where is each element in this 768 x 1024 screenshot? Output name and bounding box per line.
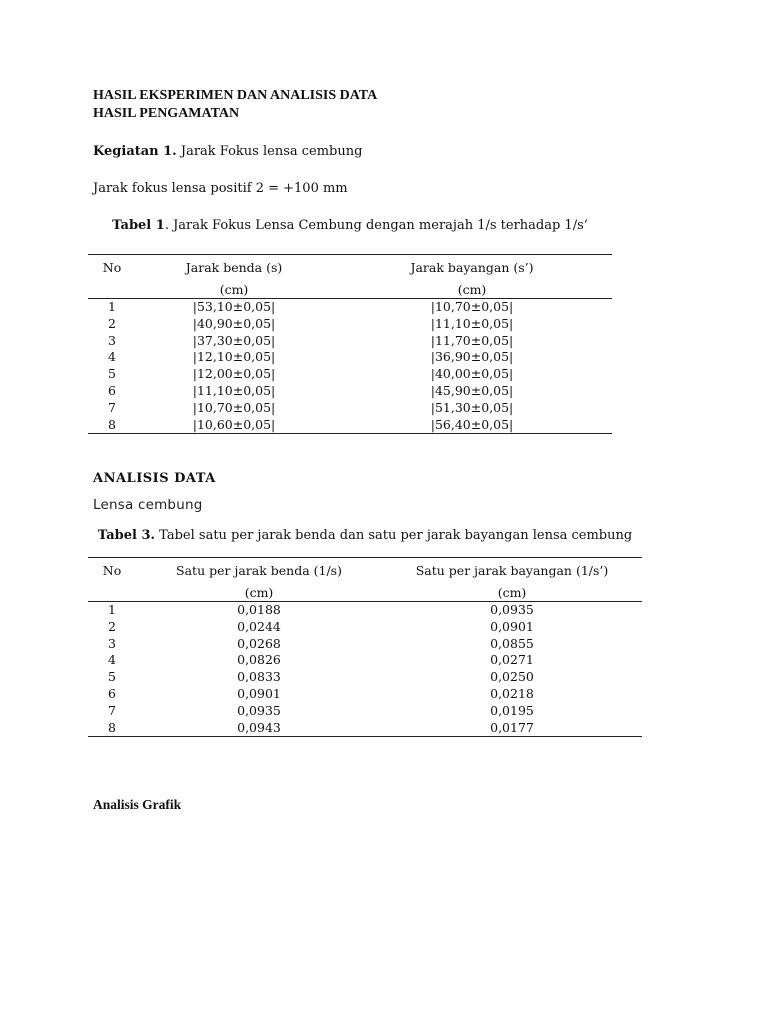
- table-row: [88, 333, 612, 350]
- table-row: [88, 366, 612, 383]
- table-cell: |10,70±0,05|: [430, 299, 514, 314]
- table3-header-no: No: [88, 558, 136, 583]
- table-cell: 2: [108, 618, 116, 634]
- table1-header-object-distance: Jarak benda (s): [136, 255, 332, 280]
- table-row: [88, 602, 642, 619]
- focal-length-text: Jarak fokus lensa positif 2 = +100 mm: [93, 181, 348, 196]
- table-cell: 5: [108, 366, 116, 382]
- table-cell: 0,0188: [237, 602, 281, 617]
- table3-unit-image: (cm): [382, 582, 642, 602]
- table-row: [88, 652, 642, 669]
- table-cell: 4: [108, 349, 116, 365]
- table-row: [88, 383, 612, 400]
- table3: [88, 557, 642, 737]
- table-cell: 0,0855: [490, 635, 534, 651]
- activity-line: [93, 143, 362, 161]
- table-cell: |36,90±0,05|: [430, 349, 514, 365]
- table-cell: |37,30±0,05|: [192, 332, 276, 348]
- table-cell: |45,90±0,05|: [430, 382, 514, 398]
- table-row: [88, 636, 642, 653]
- table1-caption: [88, 217, 612, 235]
- table1-unit-no: [88, 279, 136, 299]
- table-cell: 6: [108, 685, 116, 701]
- table1: [88, 254, 612, 434]
- table-row: [88, 316, 612, 333]
- table1-caption-text: . Jarak Fokus Lensa Cembung dengan merajah 1/s terhadap 1/s’: [164, 218, 588, 233]
- table-cell: |11,70±0,05|: [430, 332, 514, 348]
- table-cell: 7: [108, 702, 116, 718]
- table1-unit-object: (cm): [136, 279, 332, 299]
- table-row: [88, 703, 642, 720]
- table3-caption-label: Tabel 3.: [97, 528, 156, 543]
- activity-label: Kegiatan 1.: [93, 144, 177, 159]
- table-cell: |11,10±0,05|: [430, 315, 514, 331]
- table-cell: |10,70±0,05|: [192, 399, 276, 415]
- lens-subheading: Lensa cembung: [93, 497, 203, 513]
- table3-header-inverse-object: Satu per jarak benda (1/s): [136, 558, 382, 583]
- table1-caption-label: Tabel 1: [112, 218, 165, 233]
- heading-hasil-eksperimen: HASIL EKSPERIMEN DAN ANALISIS DATA: [93, 88, 378, 103]
- table-cell: |12,10±0,05|: [192, 349, 276, 365]
- table-cell: 0,0250: [490, 669, 534, 685]
- table3-caption-text: Tabel satu per jarak benda dan satu per jarak bayangan lensa cembung: [155, 528, 633, 543]
- table3-unit-no: [88, 582, 136, 602]
- table-row: [88, 299, 612, 316]
- table-cell: 3: [108, 332, 116, 348]
- table-cell: 5: [108, 669, 116, 685]
- heading-hasil-pengamatan: HASIL PENGAMATAN: [93, 106, 240, 121]
- table-cell: 0,0271: [490, 652, 534, 668]
- table-row: [88, 349, 612, 366]
- table-cell: 1: [108, 299, 116, 314]
- table-cell: |40,90±0,05|: [192, 315, 276, 331]
- table-cell: 0,0935: [237, 702, 281, 718]
- analisis-data-heading: ANALISIS DATA: [93, 471, 216, 486]
- table-cell: |12,00±0,05|: [192, 366, 276, 382]
- table-cell: 4: [108, 652, 116, 668]
- table1-header-no: No: [88, 255, 136, 280]
- table-row: [88, 400, 612, 417]
- table-row: [88, 720, 642, 737]
- table1-header-image-distance: Jarak bayangan (s’): [332, 255, 612, 280]
- table-cell: 1: [108, 602, 116, 617]
- table-cell: 0,0935: [490, 602, 534, 617]
- analisis-grafik-heading: Analisis Grafik: [93, 797, 182, 812]
- table-cell: 8: [88, 417, 136, 434]
- table-row: [88, 619, 642, 636]
- table-row: [88, 686, 642, 703]
- table-cell: 0,0177: [382, 720, 642, 737]
- table3-header-inverse-image: Satu per jarak bayangan (1/s’): [382, 558, 642, 583]
- table-cell: |51,30±0,05|: [430, 399, 514, 415]
- table-cell: 2: [108, 315, 116, 331]
- table-cell: 6: [108, 382, 116, 398]
- table-row: [88, 669, 642, 686]
- table-cell: 0,0244: [237, 618, 281, 634]
- table-cell: 0,0826: [237, 652, 281, 668]
- table-cell: 0,0268: [237, 635, 281, 651]
- table-cell: |10,60±0,05|: [136, 417, 332, 434]
- table-cell: 0,0833: [237, 669, 281, 685]
- table-cell: |11,10±0,05|: [192, 382, 276, 398]
- table-cell: 7: [108, 399, 116, 415]
- table-cell: 0,0901: [490, 618, 534, 634]
- table-cell: 0,0901: [237, 685, 281, 701]
- table-row: [88, 417, 612, 434]
- table-cell: 0,0943: [136, 720, 382, 737]
- table-cell: 8: [88, 720, 136, 737]
- main-heading: [93, 87, 377, 123]
- table-cell: |53,10±0,05|: [192, 299, 276, 314]
- activity-title: Jarak Fokus lensa cembung: [176, 144, 363, 159]
- table-cell: |40,00±0,05|: [430, 366, 514, 382]
- table-cell: |56,40±0,05|: [332, 417, 612, 434]
- table3-caption: [88, 527, 642, 545]
- table3-unit-object: (cm): [136, 582, 382, 602]
- table-cell: 3: [108, 635, 116, 651]
- table-cell: 0,0218: [490, 685, 534, 701]
- table-cell: 0,0195: [490, 702, 534, 718]
- table1-unit-image: (cm): [332, 279, 612, 299]
